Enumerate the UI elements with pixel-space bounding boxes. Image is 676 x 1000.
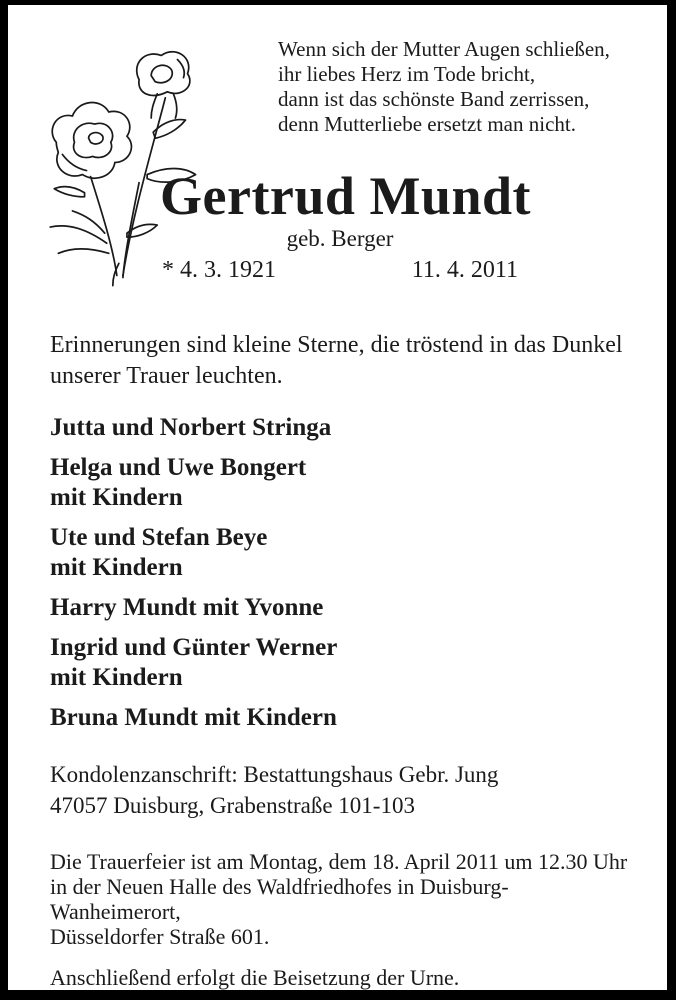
condolence-line: Kondolenzanschrift: Bestattungshaus Gebr. Jung — [50, 762, 499, 787]
mourner-line: Bruna Mundt mit Kindern — [50, 704, 337, 731]
death-date: 11. 4. 2011 — [411, 257, 518, 283]
mourner-entry — [50, 453, 631, 513]
life-dates — [160, 257, 520, 284]
mourner-entry — [50, 593, 631, 623]
mourner-entry — [50, 523, 631, 583]
mourner-line: Jutta und Norbert Stringa — [50, 414, 332, 441]
condolence-address — [50, 759, 631, 821]
mourner-line: Harry Mundt mit Yvonne — [50, 594, 324, 621]
epigraph — [50, 330, 631, 392]
birth-date: * 4. 3. 1921 — [162, 257, 276, 283]
service-line: in der Neuen Halle des Waldfriedhofes in Duisburg-Wanheimerort, — [50, 874, 509, 924]
mourner-line: mit Kindern — [50, 664, 183, 691]
obituary-card — [8, 5, 667, 990]
memorial-poem — [278, 37, 610, 137]
mourner-line: mit Kindern — [50, 484, 183, 511]
service-line: Die Trauerfeier ist am Montag, dem 18. April 2011 um 12.30 Uhr — [50, 849, 628, 874]
deceased-header — [160, 166, 531, 284]
condolence-line: 47057 Duisburg, Grabenstraße 101-103 — [50, 793, 415, 818]
mourner-entry — [50, 413, 631, 443]
mourner-line: mit Kindern — [50, 554, 183, 581]
funeral-service-info — [50, 849, 631, 949]
mourner-line: Helga und Uwe Bongert — [50, 454, 307, 481]
obituary-body — [50, 330, 631, 990]
mourners-list — [50, 413, 631, 733]
maiden-name: geb. Berger — [286, 226, 394, 251]
epigraph-line: Erinnerungen sind kleine Sterne, die tröstend in das Dunkel — [50, 332, 623, 358]
deceased-name: Gertrud Mundt — [160, 166, 531, 226]
mourner-line: Ute und Stefan Beye — [50, 524, 268, 551]
poem-line: dann ist das schönste Band zerrissen, — [278, 87, 590, 111]
poem-line: ihr liebes Herz im Tode bricht, — [278, 62, 536, 86]
poem-line: denn Mutterliebe ersetzt man nicht. — [278, 112, 576, 136]
urn-burial-note: Anschließend erfolgt die Beisetzung der Urne. — [50, 965, 460, 990]
poem-line: Wenn sich der Mutter Augen schließen, — [278, 37, 610, 61]
service-line: Düsseldorfer Straße 601. — [50, 924, 270, 949]
epigraph-line: unserer Trauer leuchten. — [50, 363, 283, 389]
mourner-line: Ingrid und Günter Werner — [50, 634, 338, 661]
mourner-entry — [50, 703, 631, 733]
mourner-entry — [50, 633, 631, 693]
